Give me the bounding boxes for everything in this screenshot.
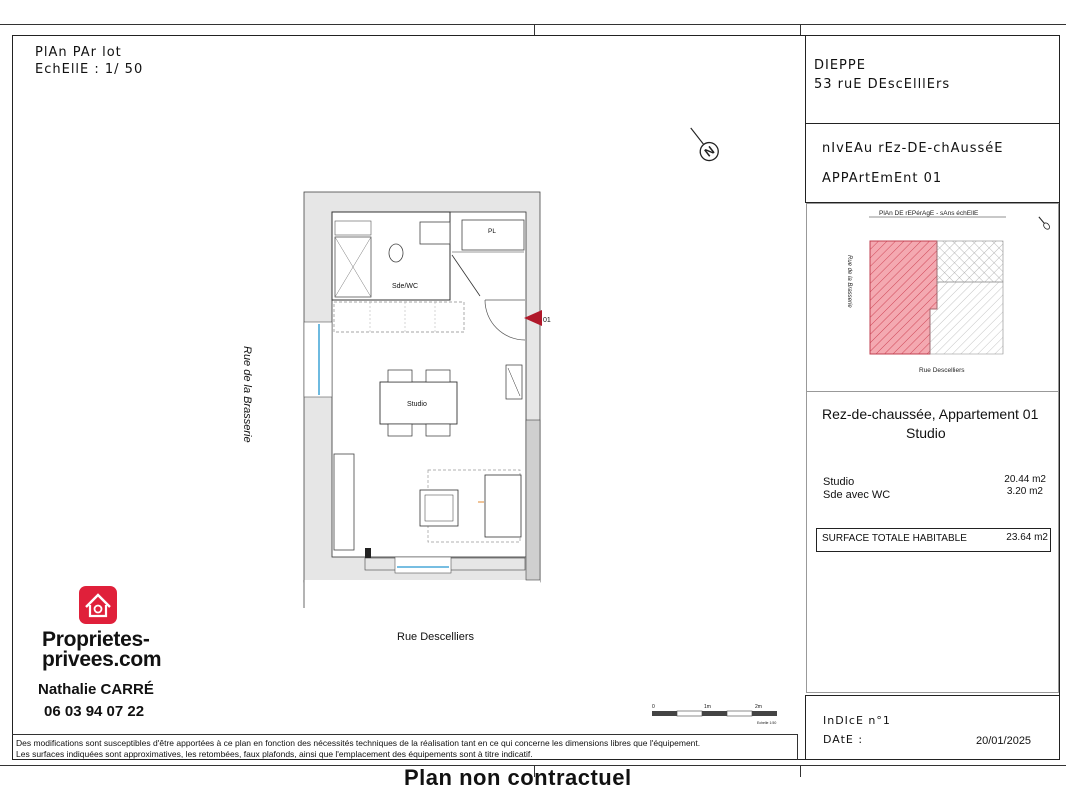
lot-highlight (870, 241, 937, 354)
footer-note: Plan non contractuel (404, 765, 632, 790)
revision-date-value: 20/01/2025 (976, 735, 1032, 747)
scale-2: 2m (755, 704, 762, 710)
studio-label: Studio (407, 401, 427, 408)
window-bottom (395, 557, 451, 573)
location-street-bottom: Rue Descelliers (919, 367, 965, 374)
entrance-marker-label: 01 (543, 317, 551, 324)
address-city: DIEPPE (814, 58, 866, 73)
bath-label: Sde/WC (392, 283, 419, 290)
total-surface-label: SURFACE TOTALE HABITABLE (822, 533, 967, 544)
window-left (304, 322, 332, 397)
agent-name: Nathalie CARRÉ (38, 681, 154, 698)
revision-date-label: DAtE : (823, 733, 864, 746)
frame-top-line (0, 24, 1066, 25)
svg-text:N: N (701, 143, 718, 160)
location-north-icon (1037, 215, 1051, 230)
scale-bar (652, 704, 777, 725)
closet-pl-label: PL (488, 228, 496, 235)
scale-caption: Echelle 1:50 (757, 721, 777, 725)
brand-line1: Proprietes- (42, 628, 150, 651)
location-divider (806, 391, 1059, 392)
plan-scale: EchEllE : 1/ 50 (35, 62, 144, 77)
frame-bottom-tick-2 (800, 765, 801, 777)
wall-bottom-extension (304, 580, 540, 608)
neighbour-block-top (937, 241, 1003, 282)
sofa (485, 475, 521, 537)
summary-heading-line1: Rez-de-chaussée, Appartement 01 (822, 406, 1039, 422)
total-surface-value: 23.64 m2 (1006, 532, 1048, 543)
floor-plan (220, 110, 780, 730)
north-arrow-icon (684, 122, 722, 164)
closet-pl (462, 220, 524, 250)
neighbour-block-bottom (930, 282, 1003, 354)
scale-1: 1m (704, 704, 711, 710)
street-left-label: Rue de la Brasserie (241, 346, 253, 443)
disclaimer-line2: Les surfaces indiquées sont approximatives, les retombées, faux plafonds, ainsi que l'emplacement des équipements sont à titre indicatif. (16, 749, 533, 759)
level-floor: nIvEAu rEz-DE-chAusséE (822, 141, 1004, 156)
level-box (805, 123, 1060, 203)
room-name: Sde avec WC (823, 489, 891, 501)
location-street-left: Rue de la Brasserie (846, 255, 852, 308)
plan-title: PlAn PAr lot (35, 45, 122, 60)
disclaimer-divider (12, 734, 798, 735)
agency-logo-icon (78, 585, 118, 625)
agent-phone: 06 03 94 07 22 (44, 703, 145, 720)
room-name: Studio (823, 476, 855, 488)
location-plan (806, 203, 1059, 391)
revision-index: InDIcE n°1 (823, 714, 891, 727)
room-area-studio: 20.44 m2 (1004, 474, 1046, 485)
toilet-icon (389, 244, 403, 262)
revision-box (805, 695, 1060, 760)
room-area-sde: 3.20 m2 (1006, 486, 1043, 497)
disclaimer-line1: Des modifications sont susceptibles d'être apportées à ce plan en fonction des nécessités techniques de la réalisation tant en ce qui concerne les dimensions libres que l'équipement. (16, 738, 701, 748)
tv-unit (334, 454, 354, 550)
street-bottom-label: Rue Descelliers (397, 631, 475, 643)
brand-line2: privees.com (42, 648, 162, 671)
address-street: 53 ruE DEscElllErs (814, 77, 951, 92)
location-plan-title: PlAn DE rEPérAgE - sAns échEllE (879, 210, 979, 217)
sink-icon (420, 222, 450, 244)
scale-0: 0 (652, 704, 655, 710)
level-apartment: APPArtEmEnt 01 (822, 171, 943, 186)
disclaimer-right-border (797, 734, 798, 760)
summary-heading-line2: Studio (906, 425, 946, 441)
